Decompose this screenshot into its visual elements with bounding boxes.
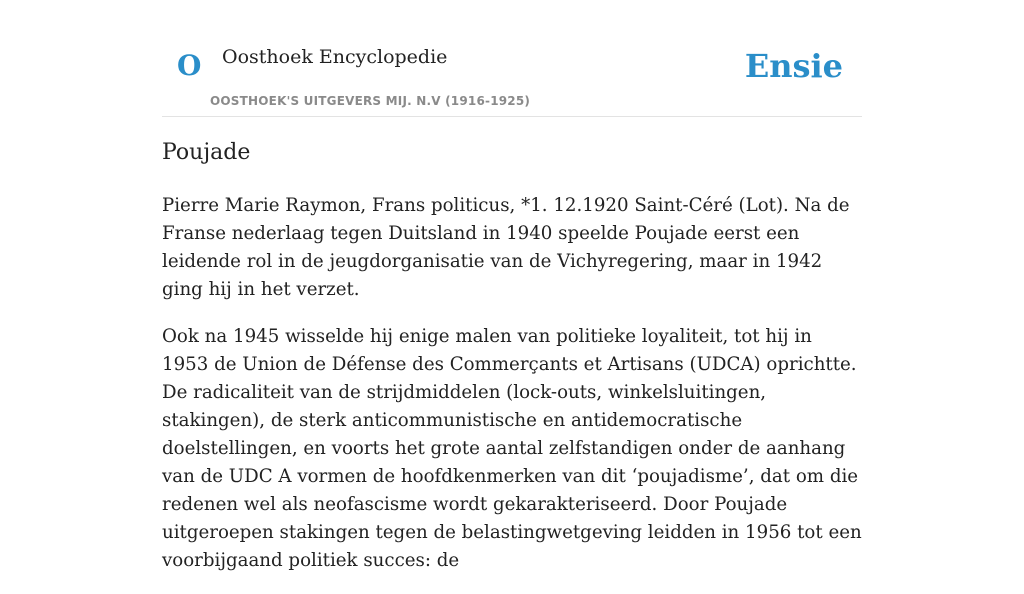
article-title: Poujade — [162, 140, 251, 165]
site-header — [162, 0, 862, 117]
source-title-link[interactable]: Oosthoek Encyclopedie — [222, 46, 448, 68]
article-paragraph: Pierre Marie Raymon, Frans politicus, *1. 12.1920 Saint-Céré (Lot). Na de Franse nederlaag tegen Duitsland in 1940 speelde Poujade eerst een leidende rol in de jeugdorganisatie van de Vichyregering, maar in 1942 ging hij in het verzet. — [162, 195, 850, 300]
publisher-subtitle: OOSTHOEK'S UITGEVERS MIJ. N.V (1916-1925) — [210, 94, 531, 108]
source-logo[interactable]: O — [177, 49, 202, 82]
article-body — [162, 192, 862, 594]
ensie-logo[interactable]: Ensie — [744, 47, 843, 85]
article-paragraph: Ook na 1945 wisselde hij enige malen van politieke loyaliteit, tot hij in 1953 de Union de Défense des Commerçants et Artisans (UDCA) oprichtte. De radicaliteit van de strijdmiddelen (lock-outs, winkelsluitingen, stakingen), de sterk anticommunistische en antidemocratische doelstellingen, en voorts het grote aantal zelfstandigen onder de aanhang van de UDC A vormen de hoofdkenmerken van dit ‘poujadisme’, dat om die redenen wel als neofascisme wordt gekarakteriseerd. Door Poujade uitgeroepen stakingen tegen de belastingwetgeving leidden in 1956 tot een voorbijgaand politiek succes: de — [162, 326, 862, 571]
